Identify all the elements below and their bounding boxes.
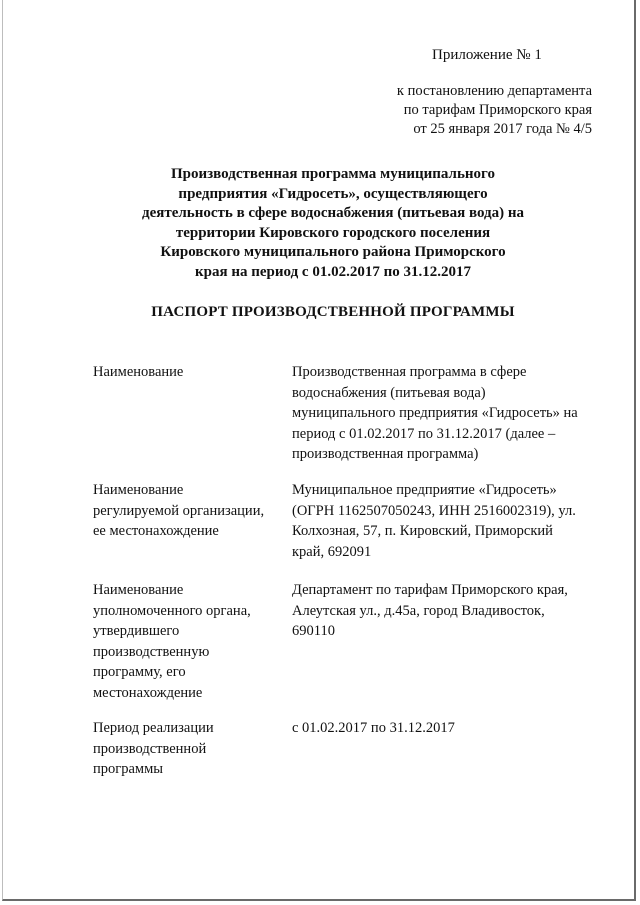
- label-line: производственную: [93, 643, 210, 660]
- value-line: с 01.02.2017 по 31.12.2017: [292, 720, 455, 736]
- value-line: (ОГРН 1162507050243, ИНН 2516002319), ул.: [292, 502, 576, 519]
- value-line: Муниципальное предприятие «Гидросеть»: [292, 482, 557, 498]
- label-line: производственной: [93, 740, 207, 757]
- decree-line: от 25 января 2017 года № 4/5: [413, 121, 592, 137]
- row-value-period: [292, 718, 608, 739]
- label-line: Наименование: [93, 482, 184, 498]
- decree-line: по тарифам Приморского края: [403, 102, 592, 118]
- value-line: край, 692091: [292, 543, 372, 560]
- value-line: Алеутская ул., д.45а, город Владивосток,: [292, 602, 545, 619]
- appendix-title: Приложение № 1: [432, 47, 542, 63]
- row-label-name: [93, 362, 293, 383]
- program-title-line: края на период с 01.02.2017 по 31.12.2017: [195, 263, 471, 280]
- value-line: водоснабжения (питьевая вода): [292, 384, 486, 401]
- decree-line: к постановлению департамента: [396, 83, 592, 99]
- label-line: Наименование: [93, 582, 184, 598]
- label-line: местонахождение: [93, 684, 203, 701]
- value-line: Колхозная, 57, п. Кировский, Приморский: [292, 523, 553, 539]
- passport-heading: ПАСПОРТ ПРОИЗВОДСТВЕННОЙ ПРОГРАММЫ: [151, 304, 515, 320]
- row-label-period: [93, 718, 293, 780]
- row-value-authority: [292, 580, 608, 642]
- label-line: Наименование: [93, 364, 184, 380]
- label-line: регулируемой организации,: [93, 502, 265, 519]
- program-title-line: деятельность в сфере водоснабжения (питьевая вода) на: [142, 205, 524, 221]
- label-line: программы: [93, 761, 163, 777]
- label-line: программу, его: [93, 664, 186, 680]
- label-line: ее местонахождение: [93, 523, 219, 539]
- program-title-line: Производственная программа муниципального: [171, 166, 495, 182]
- decree-reference: [382, 82, 592, 139]
- value-line: Департамент по тарифам Приморского края,: [292, 582, 568, 598]
- program-title-line: предприятия «Гидросеть», осуществляющего: [178, 185, 488, 202]
- row-value-name: [292, 362, 608, 465]
- program-title: [100, 165, 566, 282]
- value-line: муниципального предприятия «Гидросеть» на: [292, 405, 578, 421]
- value-line: 690110: [292, 623, 335, 639]
- row-label-organization: [93, 480, 293, 542]
- label-line: уполномоченного органа,: [93, 602, 251, 619]
- value-line: Производственная программа в сфере: [292, 364, 527, 380]
- program-title-line: территории Кировского городского поселения: [175, 224, 491, 241]
- row-value-organization: [292, 480, 608, 562]
- program-title-line: Кировского муниципального района Приморского: [160, 244, 506, 260]
- value-line: период с 01.02.2017 по 31.12.2017 (далее –: [292, 425, 556, 442]
- row-label-authority: [93, 580, 293, 703]
- value-line: производственная программа): [292, 446, 479, 462]
- label-line: утвердившего: [93, 623, 180, 639]
- label-line: Период реализации: [93, 720, 214, 736]
